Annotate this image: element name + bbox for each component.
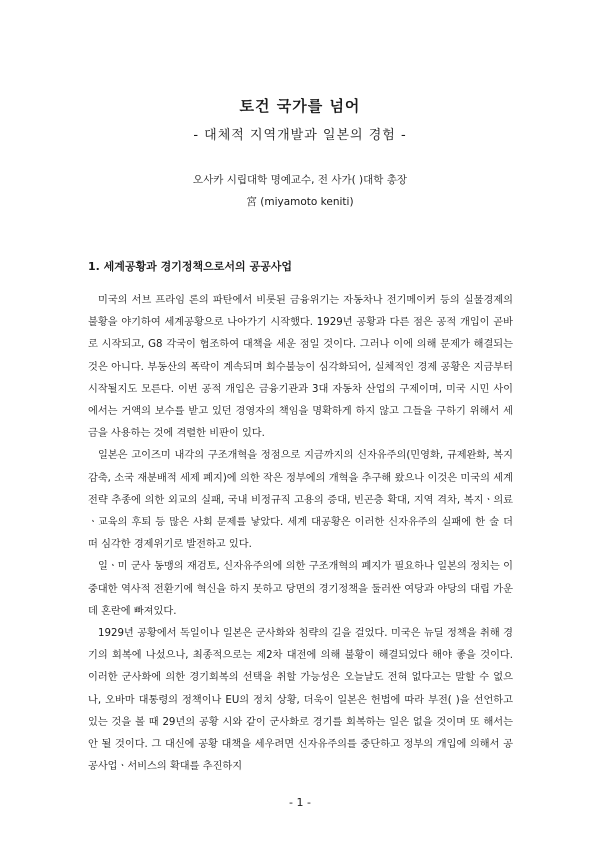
document-subtitle: - 대체적 지역개발과 일본의 경험 - (193, 128, 407, 143)
author-affiliation: 오사카 시립대학 명예교수, 전 사가( )대학 총장 (192, 174, 408, 186)
body-text (88, 290, 513, 778)
paragraph: 일ㆍ미 군사 동맹의 재검토, 신자유주의에 의한 구조개혁의 폐지가 필요하나 일본의 정치는 이 중대한 역사적 전환기에 혁신을 하지 못하고 당면의 경기정책을 둘러싼 여당과 야당의 대립 가운데 혼란에 빠져있다. (88, 561, 513, 617)
document-title: 토건 국가를 넘어 (239, 97, 361, 115)
section-heading: 1. 세계공황과 경기정책으로서의 공공사업 (88, 260, 292, 273)
page-number: - 1 - (289, 796, 311, 809)
paragraph: 미국의 서브 프라임 론의 파탄에서 비롯된 금융위기는 자동차나 전기메이커 등의 실물경제의 불황을 야기하여 세계공황으로 나아가기 시작했다. 1929년 공황과 다른 점은 공적 개입이 곧바로 시작되고, G8 각국이 협조하여 대책을 세운 점일 것이다. 그러나 이에 의해 문제가 해결되는 것은 아니다. 부동산의 폭락이 계속되며 회수불능이 심각화되어, 실체적인 경제 공황은 지금부터 시작될지도 모른다. 이번 공적 개입은 금융기관과 3대 자동차 산업의 구제이며, 미국 시민 사이에서는 거액의 보수를 받고 있던 경영자의 책임을 명확하게 하지 않고 그들을 구하기 위해서 세금을 사용하는 것에 격렬한 비판이 있다. (88, 295, 513, 440)
paragraph: 일본은 고이즈미 내각의 구조개혁을 정점으로 지금까지의 신자유주의(민영화, 규제완화, 복지감축, 소국 재분배적 세제 폐지)에 의한 작은 정부에의 개혁을 추구해 왔으나 이것은 미국의 세계 전략 추종에 의한 외교의 실패, 국내 비정규직 고용의 증대, 빈곤층 확대, 지역 격차, 복지ㆍ의료ㆍ교육의 후퇴 등 많은 사회 문제를 낳았다. 세계 대공황은 이러한 신자유주의 실패에 한 술 더 떠 심각한 경제위기로 발전하고 있다. (88, 450, 513, 551)
paragraph: 1929년 공황에서 독일이나 일본은 군사화와 침략의 길을 걸었다. 미국은 뉴딜 정책을 취해 경기의 회복에 나섰으나, 최종적으로는 제2차 대전에 의해 불황이 해결되었다 해야 좋을 것이다. 이러한 군사화에 의한 경기회복의 선택을 취할 가능성은 오늘날도 전혀 없다고는 말할 수 없으나, 오바마 대통령의 정책이나 EU의 정치 상황, 더욱이 일본은 헌법에 따라 부전( )을 선언하고 있는 것을 볼 때 29년의 공황 시와 같이 군사화로 경기를 회복하는 일은 없을 것이며 또 해서는 안 될 것이다. 그 대신에 공황 대책을 세우려면 신자유주의를 중단하고 정부의 개입에 의해서 공공사업ㆍ서비스의 확대를 추진하지 (88, 628, 513, 773)
author-name: 宮 (miyamoto keniti) (246, 196, 354, 208)
